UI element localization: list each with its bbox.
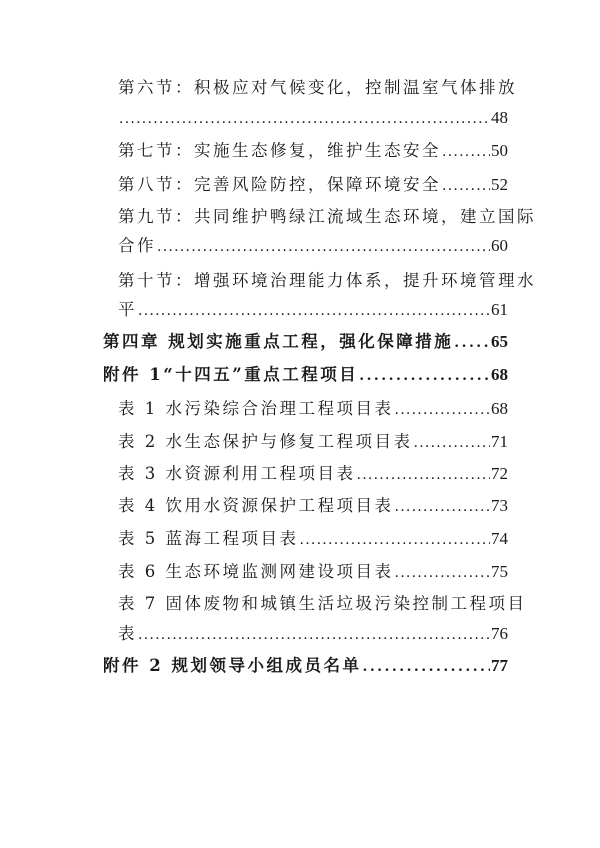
- toc-entry-title: 表 1 水污染综合治理工程项目表: [118, 399, 394, 418]
- dot-leader: [414, 429, 491, 456]
- toc-entry-title: 表: [118, 624, 137, 643]
- dot-leader: [138, 297, 490, 324]
- toc-entry-title: 表 7 固体废物和城镇生活垃圾污染控制工程项目: [118, 594, 527, 613]
- toc-entry-section-6-line2[interactable]: [118, 105, 508, 131]
- toc-entry-section-8[interactable]: [118, 172, 508, 198]
- toc-entry-table-7-line2[interactable]: [118, 621, 508, 647]
- toc-entry-table-7-line1[interactable]: [118, 591, 527, 617]
- toc-page-number: 71: [491, 432, 508, 451]
- toc-page-number: 65: [491, 332, 508, 351]
- dot-leader: [157, 233, 490, 260]
- toc-entry-table-4[interactable]: [118, 493, 508, 519]
- toc-page-number: 60: [491, 236, 508, 255]
- toc-page-number: 76: [491, 624, 508, 643]
- dot-leader: [362, 653, 490, 680]
- toc-page-number: 48: [491, 108, 508, 127]
- toc-page-number: 77: [491, 656, 508, 675]
- toc-entry-title: 表 4 饮用水资源保护工程项目表: [118, 496, 394, 515]
- toc-entry-title: 附件 2 规划领导小组成员名单: [103, 656, 362, 675]
- toc-page-number: 68: [491, 365, 508, 384]
- toc-entry-section-9-line2[interactable]: [118, 233, 508, 259]
- toc-entry-section-10-line2[interactable]: [118, 297, 508, 323]
- dot-leader: [119, 105, 490, 132]
- toc-page-number: 61: [491, 300, 508, 319]
- toc-entry-section-10-line1[interactable]: [118, 268, 536, 294]
- dot-leader: [442, 138, 490, 165]
- toc-page-number: 72: [491, 464, 508, 483]
- toc-entry-title: 表 6 生态环境监测网建设项目表: [118, 562, 394, 581]
- dot-leader: [359, 362, 490, 389]
- dot-leader: [395, 559, 491, 586]
- toc-entry-chapter-4[interactable]: [103, 329, 508, 355]
- toc-entry-appendix-1[interactable]: [103, 362, 508, 388]
- toc-page-number: 74: [491, 529, 508, 548]
- toc-page-number: 75: [491, 562, 508, 581]
- toc-entry-title: 平: [118, 300, 137, 319]
- dot-leader: [395, 493, 491, 520]
- dot-leader: [395, 396, 491, 423]
- toc-entry-appendix-2[interactable]: [103, 653, 508, 679]
- dot-leader: [300, 526, 491, 553]
- toc-entry-title: 附件 1“十四五”重点工程项目: [103, 365, 359, 384]
- toc-page-number: 68: [491, 399, 508, 418]
- toc-entry-table-2[interactable]: [118, 429, 508, 455]
- toc-page-number: 73: [491, 496, 508, 515]
- toc-entry-section-6-line1[interactable]: [118, 75, 517, 101]
- toc-entry-title: 第九节：共同维护鸭绿江流域生态环境，建立国际: [118, 207, 536, 226]
- toc-entry-table-1[interactable]: [118, 396, 508, 422]
- toc-page-number: 52: [491, 175, 508, 194]
- toc-page-number: 50: [491, 141, 508, 160]
- dot-leader: [357, 461, 491, 488]
- toc-entry-title: 表 5 蓝海工程项目表: [118, 529, 299, 548]
- toc-entry-title: 第六节：积极应对气候变化，控制温室气体排放: [118, 78, 517, 97]
- dot-leader: [454, 329, 490, 356]
- toc-entry-section-9-line1[interactable]: [118, 204, 536, 230]
- toc-entry-section-7[interactable]: [118, 138, 508, 164]
- toc-entry-table-6[interactable]: [118, 559, 508, 585]
- toc-entry-table-3[interactable]: [118, 461, 508, 487]
- toc-entry-title: 第八节：完善风险防控，保障环境安全: [118, 175, 441, 194]
- toc-entry-title: 表 2 水生态保护与修复工程项目表: [118, 432, 413, 451]
- toc-entry-title: 第十节：增强环境治理能力体系，提升环境管理水: [118, 271, 536, 290]
- toc-entry-table-5[interactable]: [118, 526, 508, 552]
- toc-entry-title: 表 3 水资源利用工程项目表: [118, 464, 356, 483]
- dot-leader: [442, 172, 490, 199]
- toc-entry-title: 合作: [118, 236, 156, 255]
- toc-entry-title: 第四章 规划实施重点工程，强化保障措施: [103, 332, 454, 351]
- dot-leader: [138, 621, 490, 648]
- toc-entry-title: 第七节：实施生态修复，维护生态安全: [118, 141, 441, 160]
